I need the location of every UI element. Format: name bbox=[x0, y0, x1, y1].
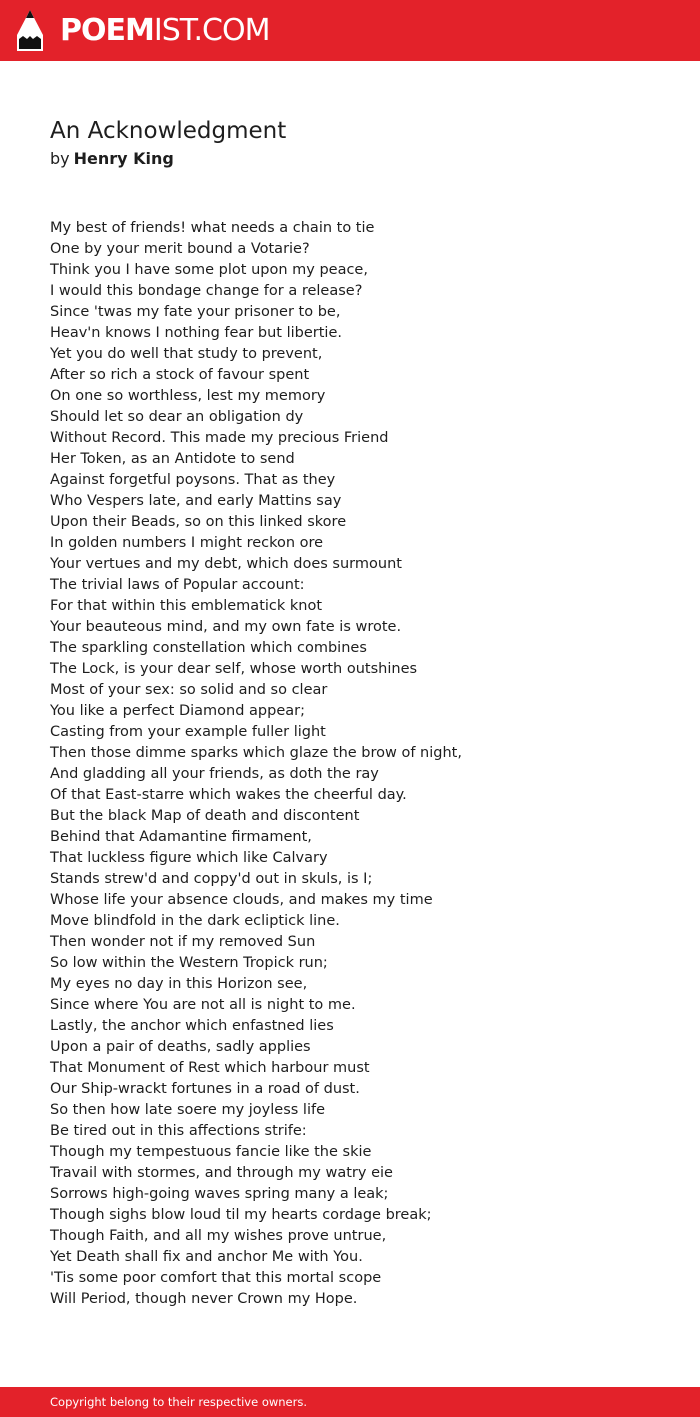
byline-label: by bbox=[50, 149, 70, 168]
poem-line: Your beauteous mind, and my own fate is wrote. bbox=[50, 619, 402, 635]
poem-line: Move blindfold in the dark ecliptick line. bbox=[50, 913, 340, 929]
poem-line: Sorrows high-going waves spring many a leak; bbox=[50, 1186, 389, 1202]
poem-line: Will Period, though never Crown my Hope. bbox=[50, 1291, 358, 1307]
poem-line: Her Token, as an Antidote to send bbox=[50, 451, 295, 467]
poem-line: Heav'n knows I nothing fear but libertie. bbox=[50, 325, 342, 341]
poem-line: That Monument of Rest which harbour must bbox=[50, 1060, 370, 1076]
logo-text-bold: POEM bbox=[60, 13, 154, 48]
poem-line: Yet you do well that study to prevent, bbox=[50, 346, 323, 362]
poem-line: On one so worthless, lest my memory bbox=[50, 388, 326, 404]
poem-line: Your vertues and my debt, which does surmount bbox=[50, 556, 402, 572]
poem-line: Though sighs blow loud til my hearts cordage break; bbox=[50, 1207, 432, 1223]
poem-line: Casting from your example fuller light bbox=[50, 724, 326, 740]
poem-byline bbox=[50, 148, 174, 170]
site-logo-link[interactable] bbox=[16, 9, 269, 52]
poem-line: Most of your sex: so solid and so clear bbox=[50, 682, 328, 698]
poem-line: But the black Map of death and discontent bbox=[50, 808, 360, 824]
poem-line: Of that East-starre which wakes the cheerful day. bbox=[50, 787, 407, 803]
poem-line: Upon their Beads, so on this linked skore bbox=[50, 514, 347, 530]
poem-line: Then those dimme sparks which glaze the brow of night, bbox=[50, 745, 462, 761]
poem-line: Since 'twas my fate your prisoner to be, bbox=[50, 304, 341, 320]
poem-line: My eyes no day in this Horizon see, bbox=[50, 976, 308, 992]
poem-line: Be tired out in this affections strife: bbox=[50, 1123, 307, 1139]
poem-line: So then how late soere my joyless life bbox=[50, 1102, 326, 1118]
poem-title: An Acknowledgment bbox=[50, 118, 287, 144]
site-footer bbox=[0, 1387, 700, 1417]
poem-line: Lastly, the anchor which enfastned lies bbox=[50, 1018, 334, 1034]
poem-line: You like a perfect Diamond appear; bbox=[50, 703, 305, 719]
poem-line: For that within this emblematick knot bbox=[50, 598, 323, 614]
poem-line: My best of friends! what needs a chain to tie bbox=[50, 220, 375, 236]
poem-line: Though my tempestuous fancie like the skie bbox=[50, 1144, 372, 1160]
poem-line: Think you I have some plot upon my peace, bbox=[50, 262, 368, 278]
poem-line: I would this bondage change for a release? bbox=[50, 283, 363, 299]
poem-line: Stands strew'd and coppy'd out in skuls, is I; bbox=[50, 871, 373, 887]
poem-line: That luckless figure which like Calvary bbox=[50, 850, 328, 866]
site-header bbox=[0, 0, 700, 61]
poem-line: The Lock, is your dear self, whose worth outshines bbox=[50, 661, 418, 677]
poem-line: In golden numbers I might reckon ore bbox=[50, 535, 324, 551]
poem-line: Against forgetful poysons. That as they bbox=[50, 472, 336, 488]
poem-line: 'Tis some poor comfort that this mortal scope bbox=[50, 1270, 382, 1286]
poem-line: Behind that Adamantine firmament, bbox=[50, 829, 312, 845]
poem-line: The sparkling constellation which combines bbox=[50, 640, 367, 656]
poem-line: After so rich a stock of favour spent bbox=[50, 367, 310, 383]
poem-body bbox=[50, 218, 670, 1310]
footer-copyright: Copyright belong to their respective owners. bbox=[50, 1395, 308, 1409]
poem-line: Travail with stormes, and through my watry eie bbox=[50, 1165, 393, 1181]
poem-line: Our Ship-wrackt fortunes in a road of dust. bbox=[50, 1081, 360, 1097]
poem-line: So low within the Western Tropick run; bbox=[50, 955, 328, 971]
poem-line: Then wonder not if my removed Sun bbox=[50, 934, 316, 950]
poem-line: And gladding all your friends, as doth the ray bbox=[50, 766, 379, 782]
poem-line: Who Vespers late, and early Mattins say bbox=[50, 493, 342, 509]
poem-line: Should let so dear an obligation dy bbox=[50, 409, 304, 425]
pencil-tip-icon bbox=[16, 9, 44, 52]
logo-text-light: IST.COM bbox=[153, 13, 270, 48]
poem-line: Upon a pair of deaths, sadly applies bbox=[50, 1039, 311, 1055]
poem-line: Without Record. This made my precious Friend bbox=[50, 430, 389, 446]
poem-line: The trivial laws of Popular account: bbox=[50, 577, 305, 593]
poem-line: One by your merit bound a Votarie? bbox=[50, 241, 310, 257]
poem-line: Since where You are not all is night to me. bbox=[50, 997, 356, 1013]
poem-line: Though Faith, and all my wishes prove untrue, bbox=[50, 1228, 387, 1244]
poem-line: Yet Death shall fix and anchor Me with You. bbox=[50, 1249, 363, 1265]
poem-author: Henry King bbox=[73, 149, 174, 168]
site-logo-text bbox=[60, 9, 269, 52]
poem-line: Whose life your absence clouds, and makes my time bbox=[50, 892, 433, 908]
